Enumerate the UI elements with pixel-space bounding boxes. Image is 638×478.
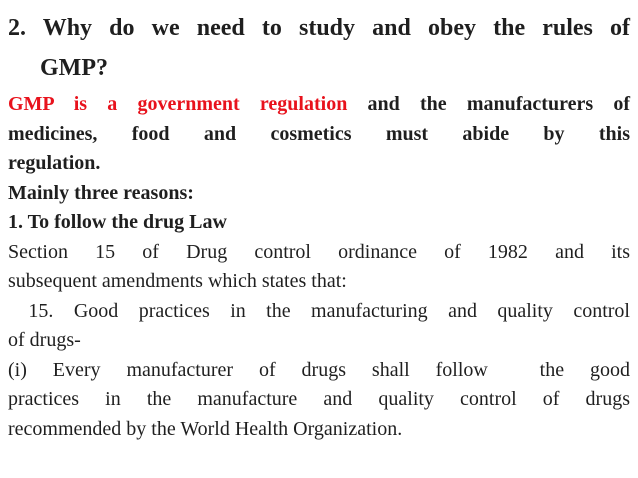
reason-1-heading: 1. To follow the drug Law bbox=[8, 211, 227, 233]
section-text-line-2: subsequent amendments which states that: bbox=[8, 270, 347, 292]
reasons-heading: Mainly three reasons: bbox=[8, 181, 194, 204]
clause-15-line-2: of drugs- bbox=[8, 329, 81, 351]
intro-line-1-rest: and the manufacturers of bbox=[347, 93, 630, 115]
heading-line-2: GMP? bbox=[40, 55, 108, 81]
clause-15-line-1: 15. Good practices in the manufacturing and quality control bbox=[8, 299, 630, 322]
slide-heading bbox=[8, 8, 630, 88]
intro-highlight: GMP is a government regulation bbox=[8, 93, 348, 115]
intro-line-2: medicines, food and cosmetics must abide by this bbox=[8, 122, 630, 145]
section-text-line-1: Section 15 of Drug control ordinance of 1982 and its bbox=[8, 240, 630, 263]
intro-line-1 bbox=[8, 90, 630, 120]
intro-line-3: regulation. bbox=[8, 152, 101, 174]
slide-body bbox=[8, 90, 630, 444]
heading-line-1: 2. Why do we need to study and obey the rules of bbox=[8, 15, 630, 41]
clause-i-line-1: (i) Every manufacturer of drugs shall follow the good bbox=[8, 358, 630, 381]
clause-i-line-2: practices in the manufacture and quality control of drugs bbox=[8, 388, 630, 410]
clause-i-line-3: recommended by the World Health Organization. bbox=[8, 417, 403, 440]
